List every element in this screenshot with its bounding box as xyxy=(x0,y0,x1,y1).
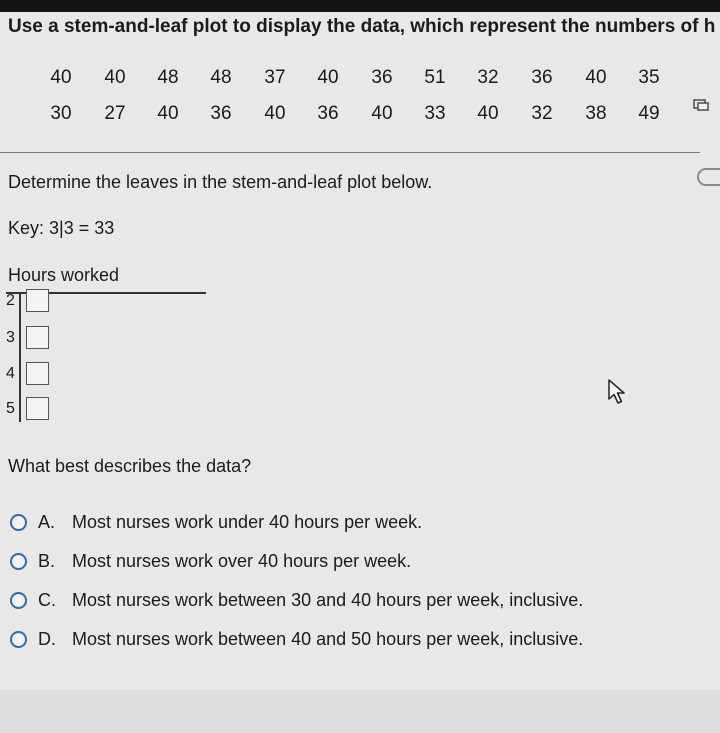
option-letter: A. xyxy=(38,512,56,532)
data-value: 32 xyxy=(531,103,553,124)
data-value: 49 xyxy=(638,103,660,124)
leaf-input-2[interactable] xyxy=(26,289,49,312)
data-value: 48 xyxy=(210,67,232,88)
data-value: 40 xyxy=(477,103,499,124)
plot-key: Key: 3|3 = 33 xyxy=(8,218,115,238)
data-value: 40 xyxy=(317,67,339,88)
data-value: 40 xyxy=(585,67,607,88)
data-value: 51 xyxy=(424,67,446,88)
expand-handle-icon[interactable] xyxy=(697,168,720,186)
data-value: 35 xyxy=(638,67,660,88)
option-text: Most nurses work between 40 and 50 hours per week, inclusive. xyxy=(72,629,584,649)
copy-data-icon[interactable] xyxy=(693,97,709,113)
radio-button[interactable] xyxy=(10,553,27,570)
bottom-band xyxy=(0,690,720,733)
section-divider xyxy=(0,152,700,153)
describe-prompt: What best describes the data? xyxy=(8,456,252,476)
option-text: Most nurses work under 40 hours per week. xyxy=(72,512,423,532)
question-text: Use a stem-and-leaf plot to display the data, which represent the numbers of h xyxy=(8,16,716,37)
data-value: 37 xyxy=(264,67,286,88)
option-letter: C. xyxy=(38,590,56,610)
stem-label: 2 xyxy=(6,292,15,309)
option-text: Most nurses work over 40 hours per week. xyxy=(72,551,412,571)
data-value: 38 xyxy=(585,103,607,124)
data-value: 40 xyxy=(371,103,393,124)
option-letter: D. xyxy=(38,629,56,649)
instruction-text: Determine the leaves in the stem-and-leaf plot below. xyxy=(8,172,433,192)
data-value: 27 xyxy=(104,103,126,124)
stem-label: 4 xyxy=(6,365,15,382)
data-value: 36 xyxy=(317,103,339,124)
data-value: 48 xyxy=(157,67,179,88)
data-value: 40 xyxy=(264,103,286,124)
stem-label: 3 xyxy=(6,329,15,346)
data-value: 36 xyxy=(531,67,553,88)
data-value: 36 xyxy=(210,103,232,124)
data-value: 40 xyxy=(104,67,126,88)
leaf-input-3[interactable] xyxy=(26,326,49,349)
radio-button[interactable] xyxy=(10,592,27,609)
mouse-cursor-icon xyxy=(606,378,628,406)
stem-label: 5 xyxy=(6,400,15,417)
data-value: 33 xyxy=(424,103,446,124)
option-letter: B. xyxy=(38,551,56,571)
leaf-input-4[interactable] xyxy=(26,362,49,385)
data-value: 40 xyxy=(157,103,179,124)
top-bar xyxy=(0,0,720,12)
data-value: 30 xyxy=(50,103,72,124)
leaf-input-5[interactable] xyxy=(26,397,49,420)
data-value: 36 xyxy=(371,67,393,88)
option-text: Most nurses work between 30 and 40 hours per week, inclusive. xyxy=(72,590,584,610)
radio-button[interactable] xyxy=(10,514,27,531)
data-value: 40 xyxy=(50,67,72,88)
radio-button[interactable] xyxy=(10,631,27,648)
plot-title: Hours worked xyxy=(8,265,120,285)
data-value: 32 xyxy=(477,67,499,88)
